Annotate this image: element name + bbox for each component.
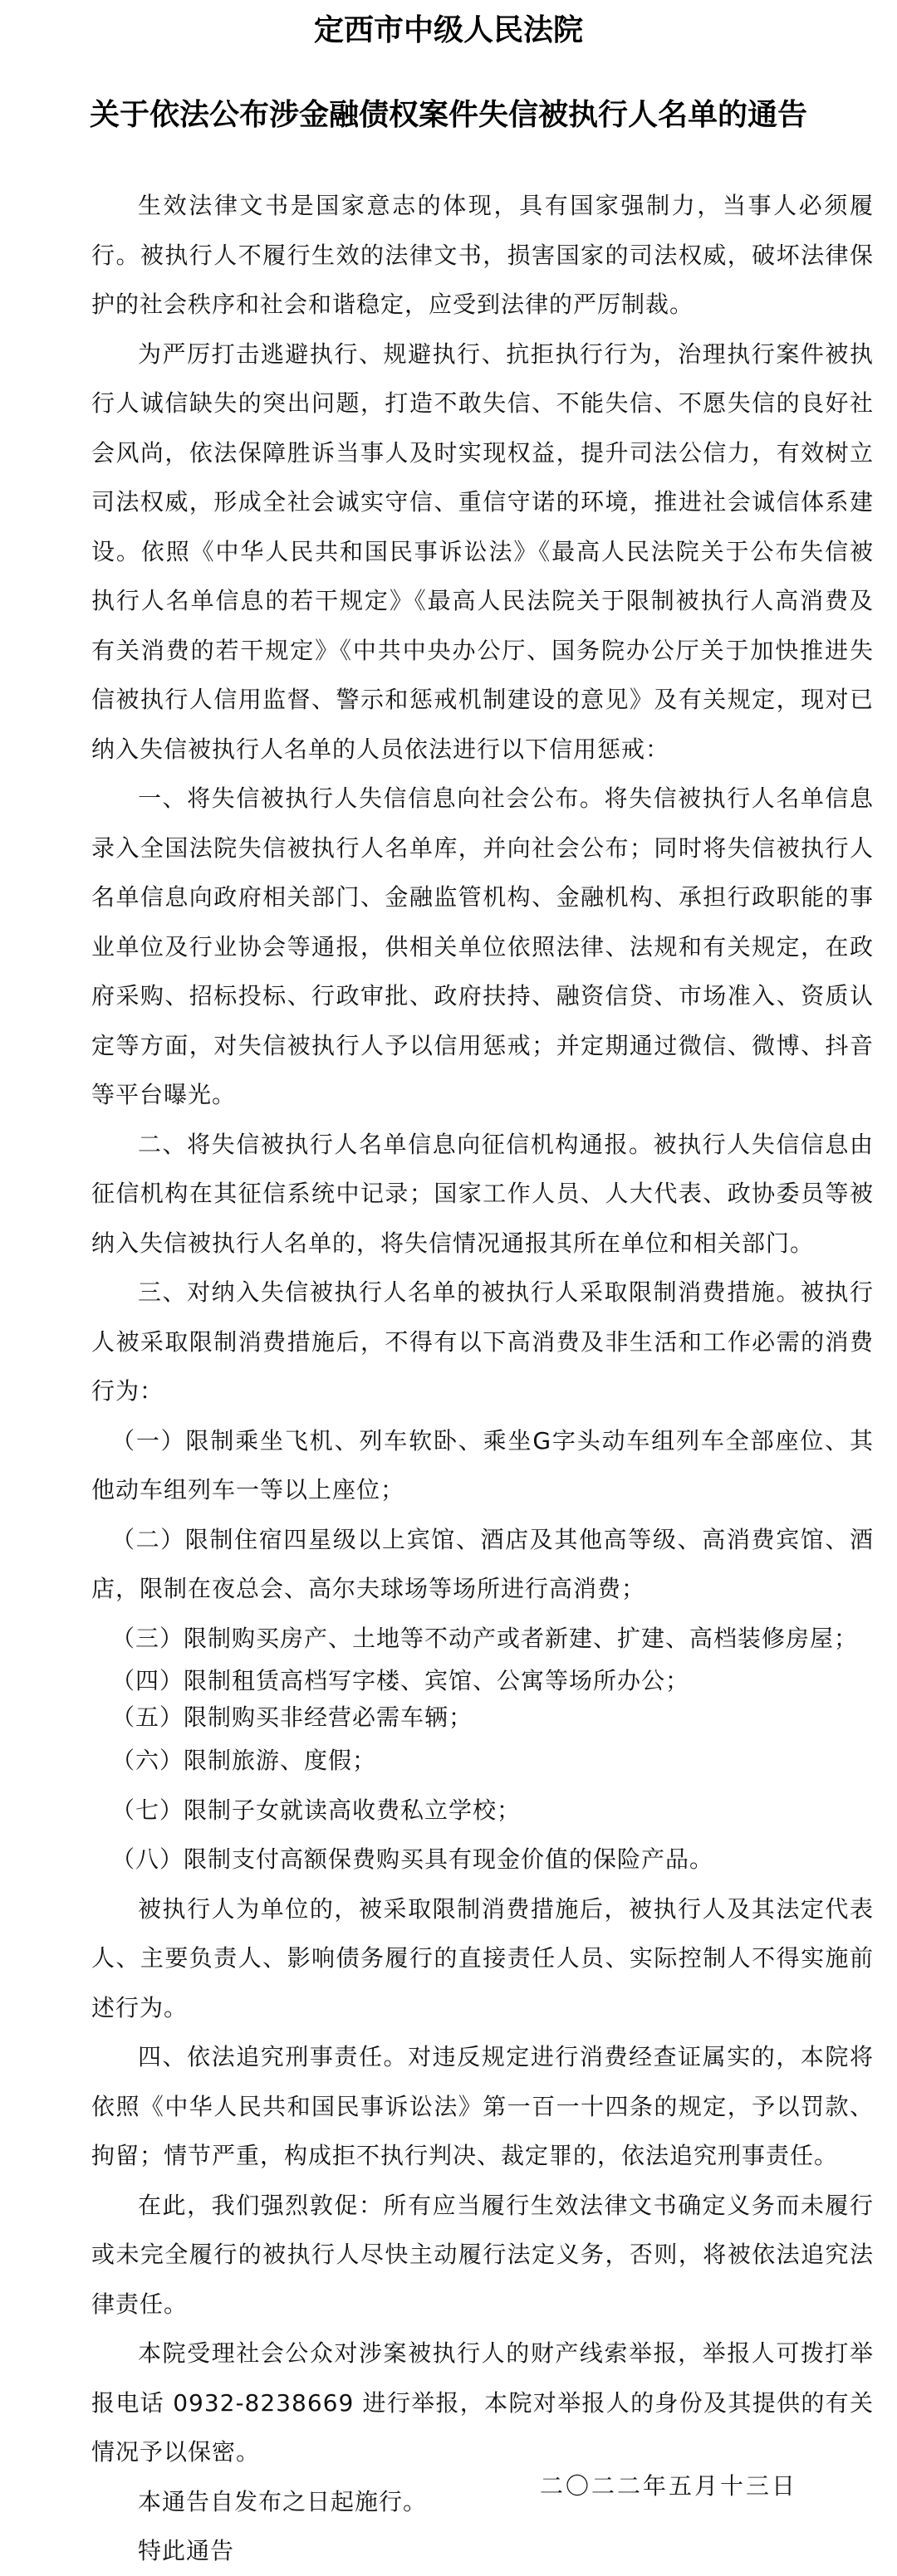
paragraph: 被执行人为单位的，被采取限制消费措施后，被执行人及其法定代表人、主要负责人、影响债务履行的直接责任人员、实际控制人不得实施前述行为。 xyxy=(91,1894,874,2021)
notice-body xyxy=(91,181,874,2576)
list-item: （二）限制住宿四星级以上宾馆、酒店及其他高等级、高消费宾馆、酒店，限制在夜总会、高尔夫球场等场所进行高消费； xyxy=(91,1525,874,1602)
court-name: 定西市中级人民法院 xyxy=(313,12,583,47)
paragraph: 一、将失信被执行人失信信息向社会公布。将失信被执行人名单信息录入全国法院失信被执行人名单库，并向社会公布；同时将失信被执行人名单信息向政府相关部门、金融监管机构、金融机构、承担行政职能的事业单位及行业协会等通报，供相关单位依照法律、法规和有关规定，在政府采购、招标投标、行政审批、政府扶持、融资信贷、市场准入、资质认定等方面，对失信被执行人予以信用惩戒；并定期通过微信、微博、抖音等平台曝光。 xyxy=(91,785,874,1108)
list-item: （四）限制租赁高档写字楼、宾馆、公寓等场所办公； xyxy=(111,1667,690,1694)
list-item: （六）限制旅游、度假； xyxy=(111,1747,377,1774)
paragraph: 三、对纳入失信被执行人名单的被执行人采取限制消费措施。被执行人被采取限制消费措施后，不得有以下高消费及非生活和工作必需的消费行为： xyxy=(91,1278,874,1405)
paragraph: 生效法律文书是国家意志的体现，具有国家强制力，当事人必须履行。被执行人不履行生效的法律文书，损害国家的司法权威，破坏法律保护的社会秩序和社会和谐稳定，应受到法律的严厉制裁。 xyxy=(91,192,874,318)
list-item: （五）限制购买非经营必需车辆； xyxy=(111,1703,473,1731)
list-item: （七）限制子女就读高收费私立学校； xyxy=(111,1796,522,1824)
paragraph: 为严厉打击逃避执行、规避执行、抗拒执行行为，治理执行案件被执行人诚信缺失的突出问题，打造不敢失信、不能失信、不愿失信的良好社会风尚，依法保障胜诉当事人及时实现权益，提升司法公信力，有效树立司法权威，形成全社会诚实守信、重信守诺的环境，推进社会诚信体系建设。依照《中华人民共和国民事诉讼法》《最高人民法院关于公布失信被执行人名单信息的若干规定》《最高人民法院关于限制被执行人高消费及有关消费的若干规定》《中共中央办公厅、国务院办公厅关于加快推进失信被执行人信用监督、警示和惩戒机制建设的意见》及有关规定，现对已纳入失信被执行人名单的人员依法进行以下信用惩戒： xyxy=(91,340,874,763)
paragraph: 二、将失信被执行人名单信息向征信机构通报。被执行人失信信息由征信机构在其征信系统中记录；国家工作人员、人大代表、政协委员等被纳入失信被执行人名单的，将失信情况通报其所在单位和相关部门。 xyxy=(91,1130,874,1257)
list-item: （三）限制购买房产、土地等不动产或者新建、扩建、高档装修房屋； xyxy=(111,1624,859,1652)
paragraph: 特此通告 xyxy=(138,2537,235,2564)
issue-date: 二〇二二年五月十三日 xyxy=(539,2472,797,2500)
paragraph: 本通告自发布之日起施行。 xyxy=(138,2487,428,2515)
list-item: （八）限制支付高额保费购买具有现金价值的保险产品。 xyxy=(111,1845,714,1873)
paragraph: 本院受理社会公众对涉案被执行人的财产线索举报，举报人可拨打举报电话 0932-8238669 进行举报，本院对举报人的身份及其提供的有关情况予以保密。 xyxy=(91,2339,874,2466)
paragraph: 四、依法追究刑事责任。对违反规定进行消费经查证属实的，本院将依照《中华人民共和国民事诉讼法》第一百一十四条的规定，予以罚款、拘留；情节严重，构成拒不执行判决、裁定罪的，依法追究刑事责任。 xyxy=(91,2043,874,2169)
notice-title: 关于依法公布涉金融债权案件失信被执行人名单的通告 xyxy=(89,97,807,132)
paragraph: 在此，我们强烈敦促：所有应当履行生效法律文书确定义务而未履行或未完全履行的被执行人尽快主动履行法定义务，否则，将被依法追究法律责任。 xyxy=(91,2191,874,2318)
list-item: （一）限制乘坐飞机、列车软卧、乘坐G字头动车组列车全部座位、其他动车组列车一等以上座位； xyxy=(91,1426,874,1503)
